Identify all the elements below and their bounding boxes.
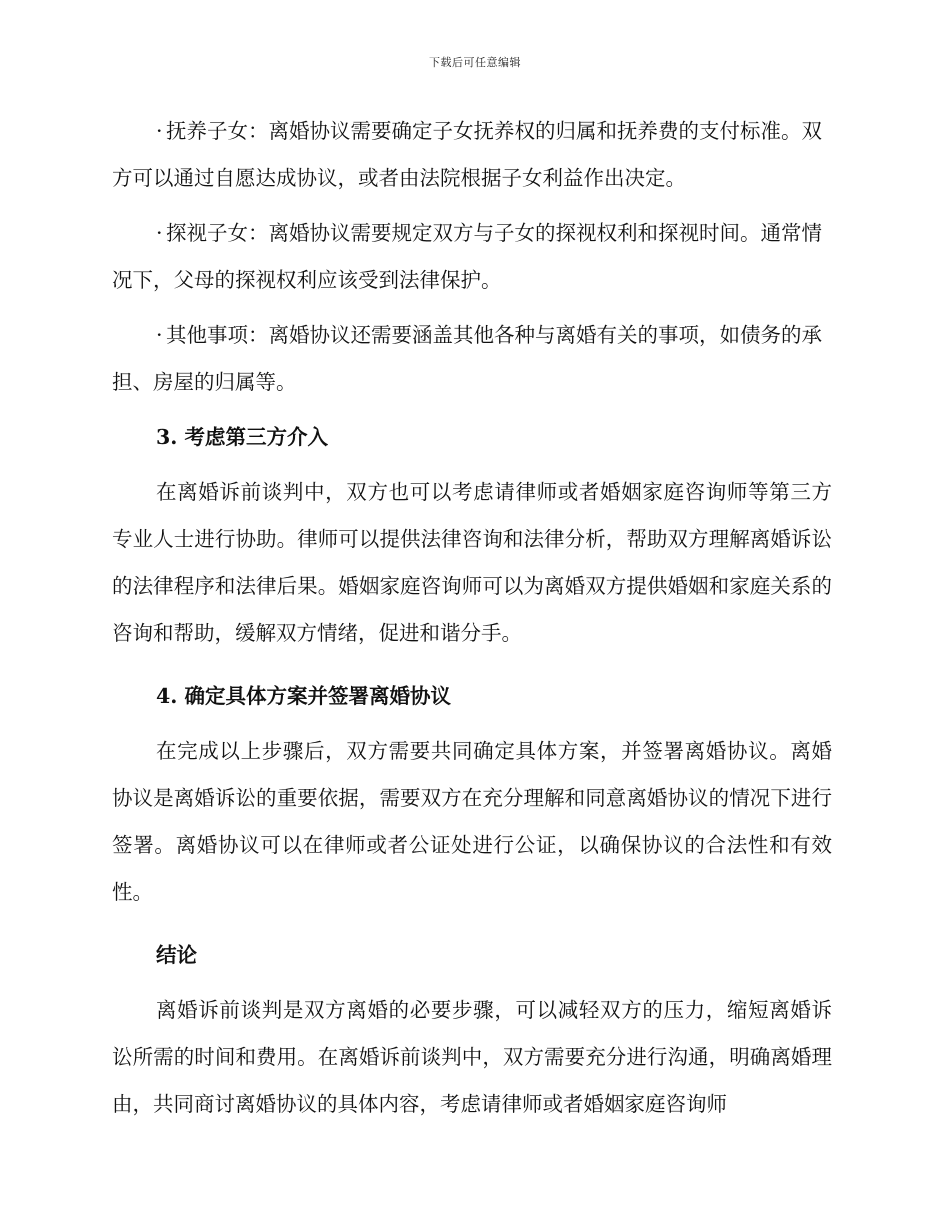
- section-4-paragraph: 在完成以上步骤后，双方需要共同确定具体方案，并签署离婚协议。离婚协议是离婚诉讼的重要依据，需要双方在充分理解和同意离婚协议的情况下进行签署。离婚协议可以在律师或者公证处进行公证，以确保协议的合法性和有效性。: [112, 739, 832, 904]
- page-header: 下载后可任意编辑: [429, 56, 521, 69]
- bullet-child-visitation: [112, 210, 832, 304]
- section-3-heading: 3. 考虑第三方介入: [156, 425, 329, 449]
- bullet-marker: ·: [156, 119, 163, 143]
- bullet-marker: ·: [156, 323, 163, 347]
- bullet-text: 探视子女：离婚协议需要规定双方与子女的探视权利和探视时间。通常情况下，父母的探视权利应该受到法律保护。: [112, 221, 822, 292]
- bullet-marker: ·: [156, 221, 163, 245]
- conclusion-heading: 结论: [156, 943, 197, 967]
- section-3-paragraph: 在离婚诉前谈判中，双方也可以考虑请律师或者婚姻家庭咨询师等第三方专业人士进行协助。律师可以提供法律咨询和法律分析，帮助双方理解离婚诉讼的法律程序和法律后果。婚姻家庭咨询师可以为离婚双方提供婚姻和家庭关系的咨询和帮助，缓解双方情绪，促进和谐分手。: [112, 480, 832, 645]
- conclusion-paragraph: 离婚诉前谈判是双方离婚的必要步骤，可以减轻双方的压力，缩短离婚诉讼所需的时间和费用。在离婚诉前谈判中，双方需要充分进行沟通，明确离婚理由，共同商讨离婚协议的具体内容，考虑请律师或者婚姻家庭咨询师: [112, 998, 832, 1116]
- document-body: [112, 108, 832, 1144]
- bullet-text: 其他事项：离婚协议还需要涵盖其他各种与离婚有关的事项，如债务的承担、房屋的归属等。: [112, 323, 822, 394]
- bullet-child-custody: [112, 108, 832, 202]
- bullet-text: 抚养子女：离婚协议需要确定子女抚养权的归属和抚养费的支付标准。双方可以通过自愿达成协议，或者由法院根据子女利益作出决定。: [112, 119, 822, 190]
- bullet-other-matters: [112, 312, 832, 406]
- section-4-heading: 4. 确定具体方案并签署离婚协议: [156, 684, 452, 708]
